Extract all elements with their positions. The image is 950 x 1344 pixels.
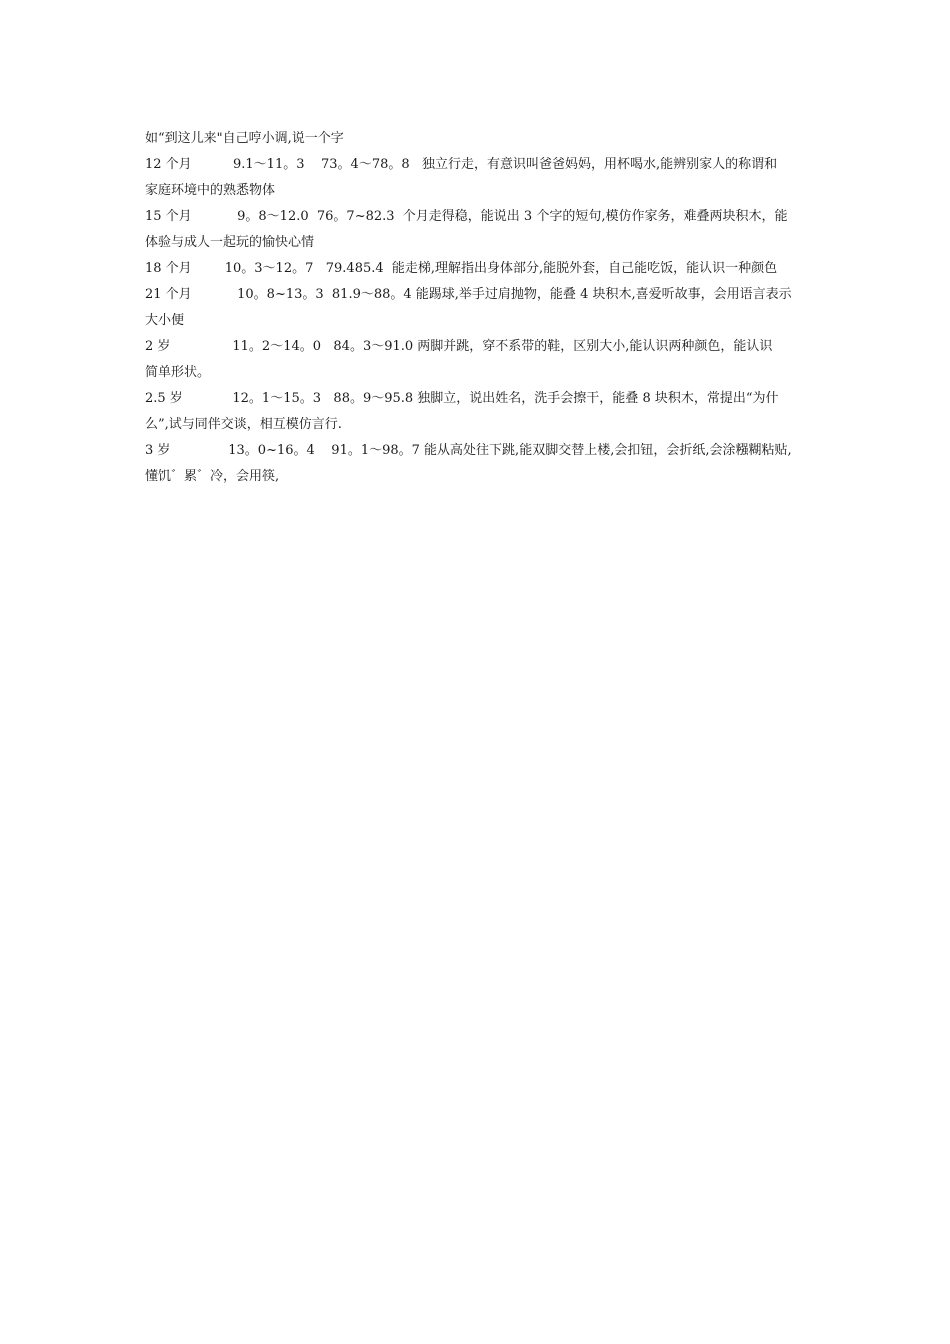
document-body: [145, 126, 810, 490]
text-line: 2 岁 11。2～14。0 84。3～91.0 两脚并跳，穿不系带的鞋，区别大小,能认识两种颜色，能认识: [145, 339, 773, 354]
text-line: 体验与成人一起玩的愉快心情: [145, 235, 315, 250]
text-line: 简单形状。: [145, 365, 211, 380]
text-line: 家庭环境中的熟悉物体: [145, 183, 276, 198]
text-line: 3 岁 13。0~16。4 91。1～98。7 能从高处往下跳,能双脚交替上楼,会扣钮，会折纸,会涂糨糊粘贴,: [145, 443, 792, 458]
text-line: 21 个月 10。8~13。3 81.9～88。4 能踢球,举手过肩抛物，能叠 4 块积木,喜爱听故事，会用语言表示: [145, 287, 792, 302]
text-line: 18 个月 10。3～12。7 79.485.4 能走梯,理解指出身体部分,能脱外套，自己能吃饭，能认识一种颜色: [145, 261, 778, 276]
text-line: 2.5 岁 12。1～15。3 88。9～95.8 独脚立，说出姓名，洗手会擦干，能叠 8 块积木，常提出“为什: [145, 391, 779, 406]
text-line: 么”,试与同伴交谈，相互模仿言行.: [145, 417, 342, 432]
text-line: 15 个月 9。8～12.0 76。7~82.3 个月走得稳，能说出 3 个字的短句,模仿作家务，难叠两块积木，能: [145, 209, 788, 224]
text-line: 如“到这儿来"自己哼小调,说一个字: [145, 131, 344, 146]
text-line: 大小便: [145, 313, 185, 328]
text-line: 12 个月 9.1～11。3 73。4～78。8 独立行走，有意识叫爸爸妈妈，用杯喝水,能辨别家人的称谓和: [145, 157, 778, 172]
text-line: 懂饥゛累゛冷，会用筷,: [145, 469, 280, 484]
